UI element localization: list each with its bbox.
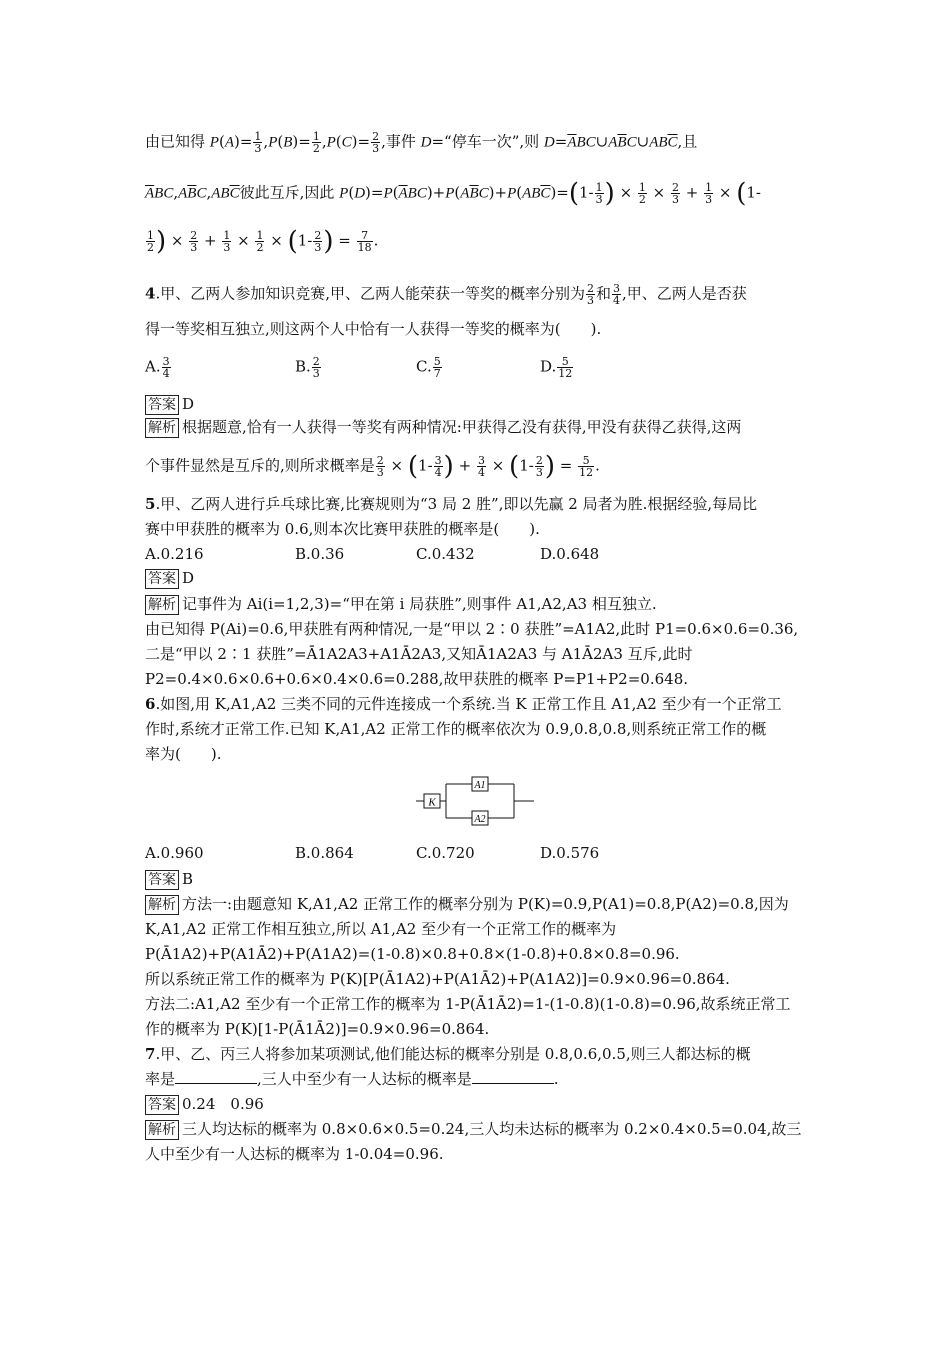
q6-expl-line-5: 方法二:A1,A2 至少有一个正常工作的概率为 1-P(Ā1Ā2)=1-(1-0.8)(1-0.8)=0.96,故系统正常工 — [145, 995, 791, 1013]
q7-expl-line-1: 解析 三人均达标的概率为 0.8×0.6×0.5=0.24,三人均未达标的概率为 0.2×0.4×0.5=0.04,故三 — [145, 1119, 801, 1140]
q5-expl-line-1: 解析 记事件为 Ai(i=1,2,3)=“甲在第 i 局获胜”,则事件 A1,A2,A3 相互独立. — [145, 594, 657, 615]
q6-option-d[interactable]: D.0.576 — [540, 844, 600, 862]
answer-tag: 答案 — [145, 870, 179, 890]
q5-number: 5 — [145, 495, 156, 513]
explain-tag: 解析 — [145, 418, 179, 438]
q5-expl-line-4: P2=0.4×0.6×0.6+0.6×0.4×0.6=0.288,故甲获胜的概率 P=P1+P2=0.648. — [145, 670, 689, 688]
diagram-label-a1: A1 — [474, 780, 486, 791]
q7-number: 7 — [145, 1045, 156, 1063]
q6-answer-value: B — [182, 870, 194, 888]
answer-tag: 答案 — [145, 1095, 179, 1115]
q4-option-a[interactable]: A. $\frac{3}{4}$ — [145, 355, 170, 380]
q3-expl-line-1: 由已知得 P(A)= $\frac{1}{3}$ ,P(B)= $\frac{1}{2}$ ,P(C)= $\frac{2}{3}$ ,事件 D=“停车一次”,则 $D=\overline{A}BC\cup A\overline{B}C\cup AB\overline{C}$,且 — [145, 130, 698, 155]
q5-stem-line-2: 赛中甲获胜的概率为 0.6,则本次比赛甲获胜的概率是( ). — [145, 520, 540, 538]
circuit-diagram — [410, 770, 540, 830]
q4-number: 4 — [145, 284, 156, 303]
q5-expl-line-3: 二是“甲以 2∶1 获胜”=Ā1A2A3+A1Ā2A3,又知Ā1A2A3 与 A1Ā2A3 互斥,此时 — [145, 645, 693, 663]
q3-expl-line-2: $\overline{A}BC,A\overline{B}C,AB\overline{C}$彼此互斥,因此 $P(D)=P(\overline{A}BC)+P(A\overline{B}C)+P(AB\overline{C})=(1-$ $\frac{1}{3}$ ) × $\frac{1}{2}$ × $\frac{2}{3}$ + $\frac{1}{3}$ × (1- — [145, 178, 762, 209]
q4-answer — [145, 394, 194, 415]
explain-tag: 解析 — [145, 895, 179, 915]
q6-number: 6 — [145, 695, 156, 713]
q7-blank-1[interactable] — [175, 1069, 257, 1084]
q6-answer — [145, 869, 193, 890]
q7-blank-2[interactable] — [472, 1069, 554, 1084]
q5-answer-value: D — [182, 569, 195, 587]
q6-option-c[interactable]: C.0.720 — [416, 844, 475, 862]
answer-tag: 答案 — [145, 395, 179, 415]
q4-expl-line-2: 个事件显然是互斥的,则所求概率是 $\frac{2}{3}$ × (1- $\frac{3}{4}$ ) + $\frac{3}{4}$ × (1- $\frac{2}{3}$ ) = $\frac{5}{12}$ . — [145, 451, 600, 482]
q6-expl-line-2: K,A1,A2 正常工作相互独立,所以 A1,A2 至少有一个正常工作的概率为 — [145, 920, 617, 938]
explain-tag: 解析 — [145, 595, 179, 615]
q5-option-c[interactable]: C.0.432 — [416, 545, 475, 563]
q6-stem-line-2: 作时,系统才正常工作.已知 K,A1,A2 正常工作的概率依次为 0.9,0.8,0.8,则系统正常工作的概 — [145, 720, 767, 738]
q4-expl-line-1: 解析 根据题意,恰有一人获得一等奖有两种情况:甲获得乙没有获得,甲没有获得乙获得,这两 — [145, 417, 741, 438]
q5-stem-line-1: 5.甲、乙两人进行乒乓球比赛,比赛规则为“3 局 2 胜”,即以先赢 2 局者为胜.根据经验,每局比 — [145, 495, 758, 513]
q5-option-d[interactable]: D.0.648 — [540, 545, 600, 563]
q7-stem-line-2: 率是 ,三人中至少有一人达标的概率是 . — [145, 1070, 559, 1088]
q4-stem-line-2: 得一等奖相互独立,则这两个人中恰有一人获得一等奖的概率为( ). — [145, 320, 602, 338]
q7-stem-line-1: 7.甲、乙、丙三人将参加某项测试,他们能达标的概率分别是 0.8,0.6,0.5,则三人都达标的概 — [145, 1045, 751, 1063]
q6-expl-line-4: 所以系统正常工作的概率为 P(K)[P(Ā1A2)+P(A1Ā2)+P(A1A2)]=0.9×0.96=0.864. — [145, 970, 730, 988]
q4-option-c[interactable]: C. $\frac{5}{7}$ — [416, 355, 441, 380]
q7-answer-value: 0.24 0.96 — [182, 1095, 264, 1113]
q7-expl-line-2: 人中至少有一人达标的概率为 1-0.04=0.96. — [145, 1145, 444, 1163]
q4-option-d[interactable]: D. $\frac{5}{12}$ — [540, 355, 573, 380]
explain-tag: 解析 — [145, 1120, 179, 1140]
q6-stem-line-1: 6.如图,用 K,A1,A2 三类不同的元件连接成一个系统.当 K 正常工作且 A1,A2 至少有一个正常工 — [145, 695, 782, 713]
q5-answer — [145, 568, 194, 589]
diagram-label-k: K — [428, 796, 436, 809]
q4-stem-line-1: 4.甲、乙两人参加知识竞赛,甲、乙两人能荣获一等奖的概率分别为 $\frac{2}{3}$ 和 $\frac{3}{4}$ ,甲、乙两人是否获 — [145, 282, 747, 307]
q4-option-b[interactable]: B. $\frac{2}{3}$ — [295, 355, 320, 380]
q6-expl-line-3: P(Ā1A2)+P(A1Ā2)+P(A1A2)=(1-0.8)×0.8+0.8×(1-0.8)+0.8×0.8=0.96. — [145, 945, 680, 963]
q4-answer-value: D — [182, 395, 195, 413]
q5-option-a[interactable]: A.0.216 — [145, 545, 204, 563]
q6-option-b[interactable]: B.0.864 — [295, 844, 354, 862]
q7-answer — [145, 1094, 264, 1115]
q5-option-b[interactable]: B.0.36 — [295, 545, 345, 563]
q6-expl-line-1: 解析 方法一:由题意知 K,A1,A2 正常工作的概率分别为 P(K)=0.9,P(A1)=0.8,P(A2)=0.8,因为 — [145, 894, 789, 915]
q5-expl-line-2: 由已知得 P(Ai)=0.6,甲获胜有两种情况,一是“甲以 2∶0 获胜”=A1A2,此时 P1=0.6×0.6=0.36, — [145, 620, 799, 638]
q6-stem-line-3: 率为( ). — [145, 745, 222, 763]
q6-option-a[interactable]: A.0.960 — [145, 844, 204, 862]
answer-tag: 答案 — [145, 569, 179, 589]
q6-expl-line-6: 作的概率为 P(K)[1-P(Ā1Ā2)]=0.9×0.96=0.864. — [145, 1020, 490, 1038]
q3-expl-line-3: $\frac{1}{2}$ ) × $\frac{2}{3}$ + $\frac{1}{3}$ × $\frac{1}{2}$ × (1- $\frac{2}{3}$ ) = $\frac{7}{18}$ . — [147, 226, 379, 257]
diagram-label-a2: A2 — [474, 814, 486, 825]
